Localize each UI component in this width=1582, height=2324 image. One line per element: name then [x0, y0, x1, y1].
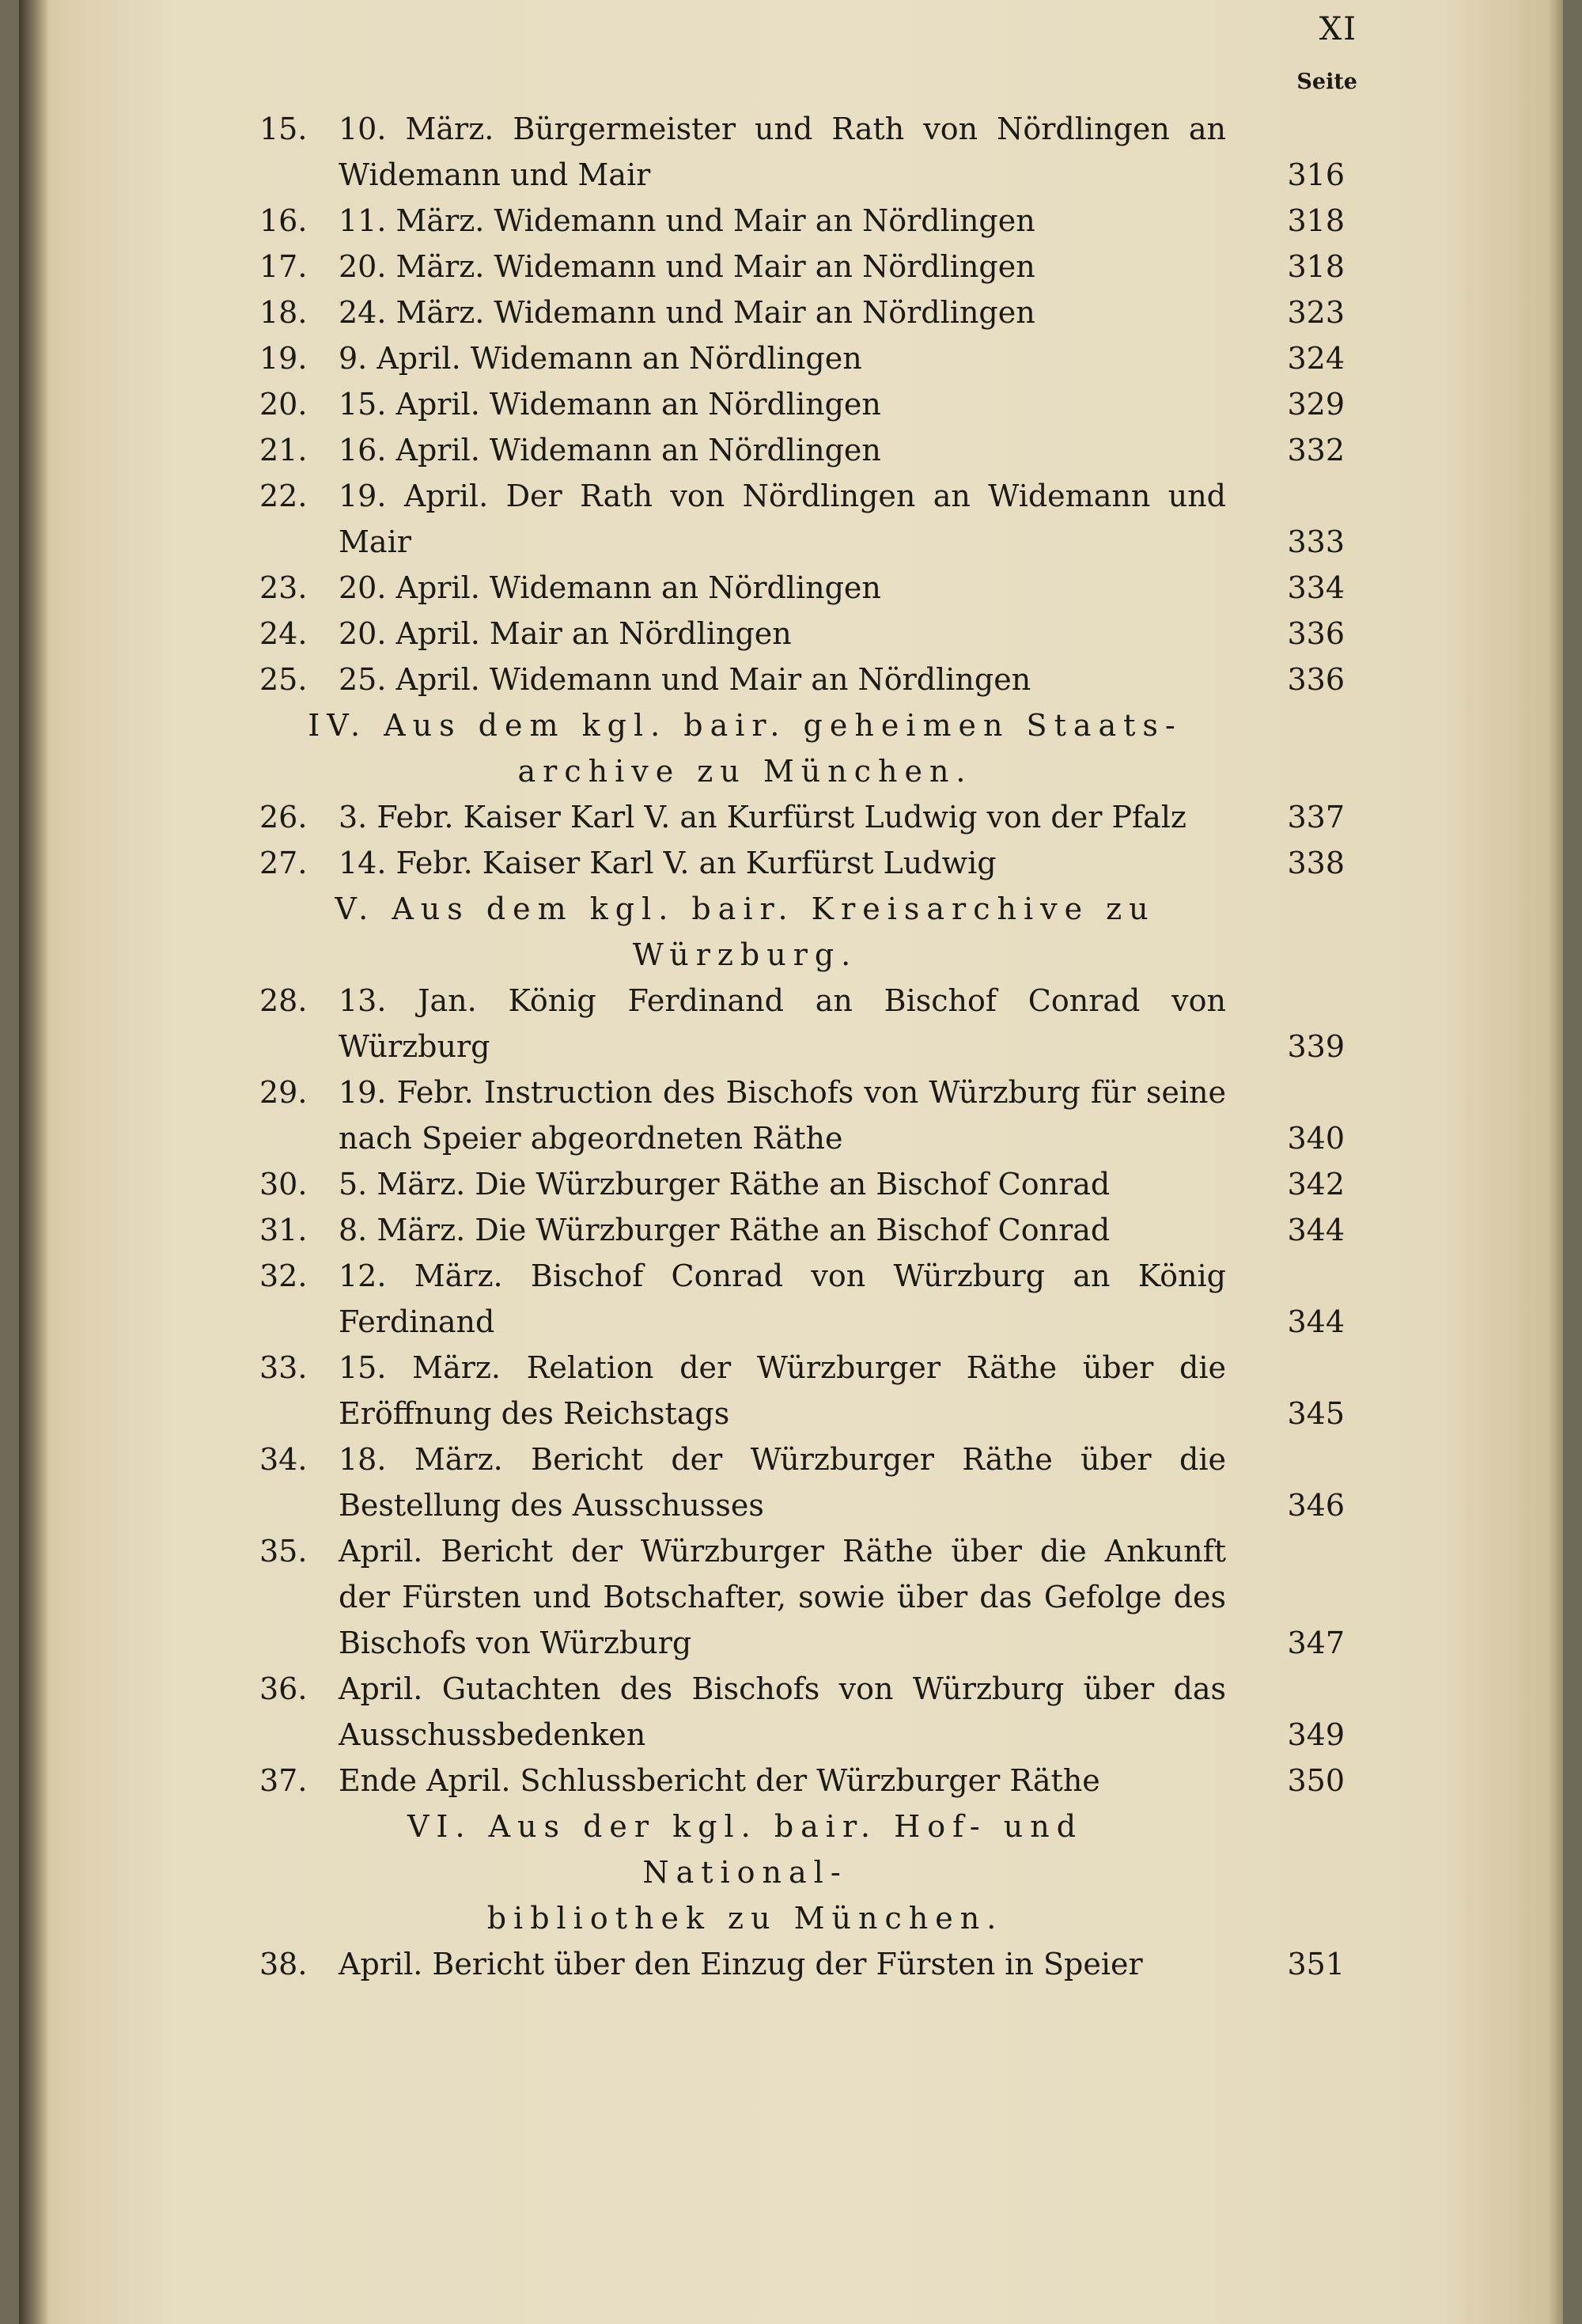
toc-entry	[256, 335, 1345, 381]
toc-entry	[256, 1436, 1345, 1528]
toc-entry	[256, 840, 1345, 886]
entry-number: 27.	[259, 846, 308, 880]
toc-entry	[256, 1253, 1345, 1345]
entry-title: April. Bericht über den Einzug der Fürsten in Speier	[339, 1947, 1143, 1981]
entry-title: 12. März. Bischof Conrad von Würzburg an König Ferdinand	[339, 1259, 1226, 1339]
entry-number: 32.	[259, 1259, 308, 1293]
entry-page: 316	[1287, 157, 1345, 192]
toc-entry	[256, 1207, 1345, 1253]
entry-page: 340	[1287, 1121, 1345, 1156]
toc-entry	[256, 290, 1345, 335]
entries-group-nordlingen	[256, 106, 1345, 702]
entry-number: 33.	[259, 1350, 308, 1385]
entry-page: 342	[1287, 1167, 1345, 1202]
page-column-header: Seite	[1296, 70, 1357, 94]
entry-title: April. Gutachten des Bischofs von Würzburg über das Ausschussbedenken	[339, 1671, 1226, 1752]
section-heading-iv	[256, 702, 1345, 794]
entries-group-hofbibliothek	[256, 1941, 1345, 1987]
entry-title: Ende April. Schlussbericht der Würzburger Räthe	[339, 1763, 1100, 1798]
toc-entry	[256, 1758, 1345, 1804]
entry-page: 339	[1287, 1029, 1345, 1064]
entry-title: 24. März. Widemann und Mair an Nördlingen	[339, 295, 1035, 330]
entry-title: 5. März. Die Würzburger Räthe an Bischof Conrad	[339, 1167, 1111, 1202]
book-page	[19, 0, 1563, 2324]
toc-entry	[256, 381, 1345, 427]
toc-entry	[256, 1069, 1345, 1161]
entries-group-kreisarchiv	[256, 978, 1345, 1804]
page-edge	[1549, 0, 1563, 2324]
section-heading-v	[256, 886, 1345, 978]
entry-number: 29.	[259, 1075, 308, 1110]
entry-number: 31.	[259, 1213, 308, 1247]
binding-shadow	[19, 0, 49, 2324]
entry-title: 18. März. Bericht der Würzburger Räthe über die Bestellung des Ausschusses	[339, 1442, 1226, 1523]
entry-title: 8. März. Die Würzburger Räthe an Bischof Conrad	[339, 1213, 1111, 1247]
entry-number: 17.	[259, 249, 308, 284]
entry-number: 16.	[259, 203, 308, 238]
entry-title: 3. Febr. Kaiser Karl V. an Kurfürst Ludwig von der Pfalz	[339, 800, 1186, 835]
entry-page: 338	[1287, 846, 1345, 880]
toc-entry	[256, 611, 1345, 657]
entry-page: 334	[1287, 570, 1345, 605]
entry-number: 35.	[259, 1534, 308, 1569]
entry-title: 25. April. Widemann und Mair an Nördlingen	[339, 662, 1031, 697]
entry-title: 20. April. Mair an Nördlingen	[339, 616, 792, 651]
section-heading-line: Würzburg.	[632, 937, 858, 972]
entry-page: 329	[1287, 387, 1345, 422]
entry-page: 336	[1287, 662, 1345, 697]
entry-page: 324	[1287, 341, 1345, 376]
entry-page: 323	[1287, 295, 1345, 330]
entry-number: 38.	[259, 1947, 308, 1981]
entry-title: 20. April. Widemann an Nördlingen	[339, 570, 881, 605]
entry-title: 15. März. Relation der Würzburger Räthe über die Eröffnung des Reichstags	[339, 1350, 1226, 1431]
entry-title: 9. April. Widemann an Nördlingen	[339, 341, 862, 376]
entry-number: 34.	[259, 1442, 308, 1477]
section-heading-line: bibliothek zu München.	[486, 1901, 1004, 1936]
toc-entry	[256, 978, 1345, 1069]
toc-entry	[256, 106, 1345, 198]
toc-entry	[256, 244, 1345, 290]
entry-page: 345	[1287, 1396, 1345, 1431]
entry-page: 351	[1287, 1947, 1345, 1981]
toc-entry	[256, 427, 1345, 473]
entry-page: 349	[1287, 1717, 1345, 1752]
entry-number: 21.	[259, 433, 308, 467]
entry-title: 13. Jan. König Ferdinand an Bischof Conrad von Würzburg	[339, 983, 1226, 1064]
entry-page: 346	[1287, 1488, 1345, 1523]
entry-number: 19.	[259, 341, 308, 376]
entry-title: 11. März. Widemann und Mair an Nördlingen	[339, 203, 1035, 238]
section-heading-line: V. Aus dem kgl. bair. Kreisarchive zu	[335, 891, 1156, 926]
entry-number: 25.	[259, 662, 308, 697]
entry-page: 350	[1287, 1763, 1345, 1798]
entry-page: 332	[1287, 433, 1345, 467]
entry-number: 15.	[259, 112, 308, 146]
entry-title: 20. März. Widemann und Mair an Nördlingen	[339, 249, 1035, 284]
toc-entry	[256, 1941, 1345, 1987]
entry-number: 36.	[259, 1671, 308, 1706]
entry-page: 333	[1287, 524, 1345, 559]
entry-title: 16. April. Widemann an Nördlingen	[339, 433, 881, 467]
entry-title: 10. März. Bürgermeister und Rath von Nördlingen an Widemann und Mair	[339, 112, 1226, 192]
entry-title: 19. April. Der Rath von Nördlingen an Widemann und Mair	[339, 479, 1226, 559]
entry-number: 37.	[259, 1763, 308, 1798]
entry-number: 26.	[259, 800, 308, 835]
entry-page: 344	[1287, 1213, 1345, 1247]
section-heading-line: IV. Aus dem kgl. bair. geheimen Staats-	[308, 708, 1183, 743]
toc-entry	[256, 565, 1345, 611]
entry-number: 18.	[259, 295, 308, 330]
section-heading-line: archive zu München.	[517, 754, 973, 789]
entries-group-staatsarchiv	[256, 794, 1345, 886]
entry-number: 28.	[259, 983, 308, 1018]
entry-page: 336	[1287, 616, 1345, 651]
entry-number: 23.	[259, 570, 308, 605]
toc-entry	[256, 198, 1345, 244]
entry-page: 347	[1287, 1626, 1345, 1660]
entry-title: 19. Febr. Instruction des Bischofs von Würzburg für seine nach Speier abgeordneten Räthe	[339, 1075, 1226, 1156]
entry-number: 20.	[259, 387, 308, 422]
toc-entry	[256, 1528, 1345, 1666]
entry-page: 318	[1287, 203, 1345, 238]
entry-title: 15. April. Widemann an Nördlingen	[339, 387, 881, 422]
entry-page: 337	[1287, 800, 1345, 835]
entry-title: April. Bericht der Würzburger Räthe über die Ankunft der Fürsten und Botschafter, sowie über das Gefolge des Bischofs von Würzburg	[339, 1534, 1226, 1660]
entry-number: 22.	[259, 479, 308, 513]
entry-page: 344	[1287, 1304, 1345, 1339]
toc-entry	[256, 1666, 1345, 1758]
toc-list	[256, 106, 1345, 1987]
section-heading-line: VI. Aus der kgl. bair. Hof- und National-	[407, 1809, 1084, 1890]
toc-entry	[256, 657, 1345, 702]
entry-number: 30.	[259, 1167, 308, 1202]
page-number: XI	[1319, 11, 1357, 47]
toc-entry	[256, 1161, 1345, 1207]
toc-entry	[256, 473, 1345, 565]
section-heading-vi	[256, 1804, 1345, 1941]
toc-entry	[256, 1345, 1345, 1436]
toc-entry	[256, 794, 1345, 840]
entry-title: 14. Febr. Kaiser Karl V. an Kurfürst Ludwig	[339, 846, 997, 880]
entry-number: 24.	[259, 616, 308, 651]
entry-page: 318	[1287, 249, 1345, 284]
